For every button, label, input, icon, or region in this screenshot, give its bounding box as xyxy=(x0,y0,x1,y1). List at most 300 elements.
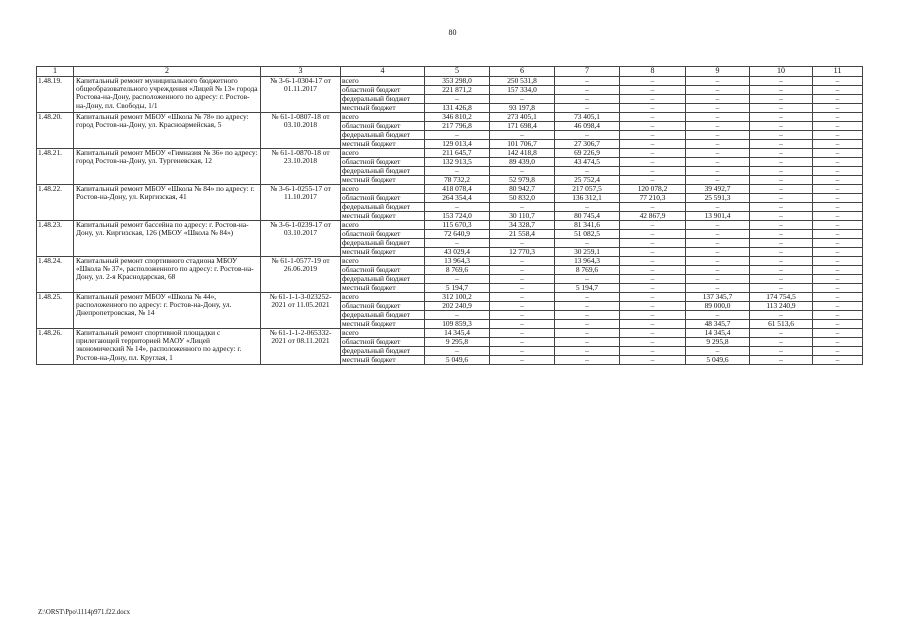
budget-value: – xyxy=(555,77,620,86)
budget-value: – xyxy=(490,293,555,302)
column-header: 2 xyxy=(74,67,261,77)
item-number: 1.48.23. xyxy=(37,221,74,257)
budget-value: – xyxy=(686,104,750,113)
budget-value: – xyxy=(620,86,686,95)
budget-value: – xyxy=(490,338,555,347)
budget-value: 136 312,1 xyxy=(555,194,620,203)
item-number: 1.48.26. xyxy=(37,329,74,365)
budget-value: – xyxy=(686,95,750,104)
table-row xyxy=(37,221,863,230)
budget-value: 13 964,3 xyxy=(425,257,490,266)
budget-value: – xyxy=(620,104,686,113)
budget-value: – xyxy=(750,95,813,104)
budget-value: – xyxy=(686,140,750,149)
budget-value: 52 979,8 xyxy=(490,176,555,185)
budget-value: – xyxy=(620,302,686,311)
budget-value: – xyxy=(490,95,555,104)
budget-value: – xyxy=(620,176,686,185)
budget-category: местный бюджет xyxy=(341,284,425,293)
budget-value: – xyxy=(620,221,686,230)
budget-value: 25 591,3 xyxy=(686,194,750,203)
budget-category: федеральный бюджет xyxy=(341,131,425,140)
budget-value: – xyxy=(750,338,813,347)
budget-value: 42 867,9 xyxy=(620,212,686,221)
budget-value: – xyxy=(425,131,490,140)
budget-value: 50 832,0 xyxy=(490,194,555,203)
budget-value: – xyxy=(750,131,813,140)
budget-value: – xyxy=(555,320,620,329)
budget-value: – xyxy=(813,356,863,365)
budget-value: – xyxy=(555,275,620,284)
budget-value: 73 405,1 xyxy=(555,113,620,122)
budget-value: – xyxy=(813,203,863,212)
budget-value: 80 745,4 xyxy=(555,212,620,221)
budget-value: – xyxy=(620,77,686,86)
budget-value: – xyxy=(555,302,620,311)
budget-value: 137 345,7 xyxy=(686,293,750,302)
budget-value: – xyxy=(555,167,620,176)
budget-value: – xyxy=(555,239,620,248)
item-document: № 3-6-1-0239-17 от 03.10.2017 xyxy=(261,221,341,257)
budget-value: – xyxy=(555,104,620,113)
budget-value: 113 240,9 xyxy=(750,302,813,311)
budget-value: – xyxy=(686,311,750,320)
budget-category: местный бюджет xyxy=(341,356,425,365)
budget-value: 93 197,8 xyxy=(490,104,555,113)
budget-value: 109 859,3 xyxy=(425,320,490,329)
column-header: 3 xyxy=(261,67,341,77)
budget-value: – xyxy=(686,248,750,257)
budget-value: – xyxy=(490,257,555,266)
budget-value: – xyxy=(813,320,863,329)
budget-category: всего xyxy=(341,77,425,86)
item-description: Капитальный ремонт муниципального бюджетного общеобразовательного учреждения «Лицей № 13» города Ростова-на-Дону, расположенного по адресу: г. Ростов-на-Дону, пл. Свободы, 1/1 xyxy=(74,77,261,113)
budget-category: федеральный бюджет xyxy=(341,347,425,356)
budget-value: – xyxy=(813,230,863,239)
item-description: Капитальный ремонт МБОУ «Школа № 44», расположенного по адресу: г. Ростов-на-Дону, ул. Днепропетровская, № 14 xyxy=(74,293,261,329)
budget-value: – xyxy=(620,95,686,104)
budget-value: 27 306,7 xyxy=(555,140,620,149)
budget-value: 14 345,4 xyxy=(686,329,750,338)
item-document: № 61-1-0807-18 от 03.10.2018 xyxy=(261,113,341,149)
budget-value: – xyxy=(425,311,490,320)
budget-value: – xyxy=(686,158,750,167)
budget-value: – xyxy=(620,356,686,365)
budget-category: всего xyxy=(341,221,425,230)
budget-category: федеральный бюджет xyxy=(341,275,425,284)
budget-value: – xyxy=(686,77,750,86)
budget-value: 5 194,7 xyxy=(555,284,620,293)
budget-value: 72 640,9 xyxy=(425,230,490,239)
budget-value: 217 057,5 xyxy=(555,185,620,194)
budget-value: – xyxy=(686,221,750,230)
budget-value: 157 334,0 xyxy=(490,86,555,95)
budget-value: 8 769,6 xyxy=(555,266,620,275)
table-row xyxy=(37,113,863,122)
budget-value: – xyxy=(490,275,555,284)
budget-value: 346 810,2 xyxy=(425,113,490,122)
item-description: Капитальный ремонт спортивной площадки с прилегающей территорией МАОУ «Лицей экономический № 14», расположенного по адресу: г. Ростов-на-Дону, пл. Круглая, 1 xyxy=(74,329,261,365)
item-number: 1.48.22. xyxy=(37,185,74,221)
budget-value: – xyxy=(813,194,863,203)
budget-value: – xyxy=(620,284,686,293)
budget-value: – xyxy=(686,203,750,212)
budget-value: – xyxy=(490,266,555,275)
budget-category: областной бюджет xyxy=(341,194,425,203)
budget-value: – xyxy=(813,122,863,131)
budget-value: – xyxy=(813,329,863,338)
column-header: 8 xyxy=(620,67,686,77)
budget-value: 48 345,7 xyxy=(686,320,750,329)
budget-value: 13 964,3 xyxy=(555,257,620,266)
budget-value: – xyxy=(425,203,490,212)
budget-value: 13 901,4 xyxy=(686,212,750,221)
item-description: Капитальный ремонт спортивного стадиона МБОУ «Школа № 37», расположенного по адресу: г. Ростов-на-Дону, ул. 2-я Краснодарская, 68 xyxy=(74,257,261,293)
budget-value: – xyxy=(750,158,813,167)
column-header: 6 xyxy=(490,67,555,77)
budget-category: всего xyxy=(341,113,425,122)
budget-value: – xyxy=(813,212,863,221)
budget-value: – xyxy=(490,302,555,311)
budget-value: – xyxy=(750,113,813,122)
budget-value: 30 110,7 xyxy=(490,212,555,221)
budget-value: – xyxy=(686,266,750,275)
budget-value: 14 345,4 xyxy=(425,329,490,338)
budget-value: – xyxy=(686,257,750,266)
budget-value: – xyxy=(813,140,863,149)
budget-category: областной бюджет xyxy=(341,230,425,239)
budget-value: – xyxy=(813,338,863,347)
budget-value: 9 295,8 xyxy=(686,338,750,347)
budget-value: – xyxy=(620,257,686,266)
budget-value: – xyxy=(490,320,555,329)
budget-value: – xyxy=(813,221,863,230)
budget-value: – xyxy=(620,113,686,122)
budget-value: 131 426,8 xyxy=(425,104,490,113)
column-header: 11 xyxy=(813,67,863,77)
budget-value: – xyxy=(686,284,750,293)
budget-category: всего xyxy=(341,257,425,266)
budget-category: местный бюджет xyxy=(341,248,425,257)
budget-value: 250 531,8 xyxy=(490,77,555,86)
budget-value: 5 049,6 xyxy=(686,356,750,365)
budget-value: – xyxy=(750,140,813,149)
item-number: 1.48.21. xyxy=(37,149,74,185)
budget-value: – xyxy=(620,320,686,329)
budget-value: – xyxy=(750,266,813,275)
budget-value: – xyxy=(813,176,863,185)
column-header: 1 xyxy=(37,67,74,77)
budget-value: 418 078,4 xyxy=(425,185,490,194)
budget-value: 273 405,1 xyxy=(490,113,555,122)
budget-value: 5 049,6 xyxy=(425,356,490,365)
budget-value: – xyxy=(620,230,686,239)
budget-value: – xyxy=(750,221,813,230)
budget-value: – xyxy=(490,311,555,320)
budget-value: – xyxy=(813,104,863,113)
budget-value: – xyxy=(813,275,863,284)
budget-value: 120 078,2 xyxy=(620,185,686,194)
budget-value: – xyxy=(686,131,750,140)
item-description: Капитальный ремонт МБОУ «Школа № 78» по адресу: город Ростов-на-Дону, ул. Красноармейская, 5 xyxy=(74,113,261,149)
budget-value: – xyxy=(555,329,620,338)
budget-value: – xyxy=(750,86,813,95)
budget-value: – xyxy=(750,329,813,338)
item-description: Капитальный ремонт бассейна по адресу: г. Ростов-на-Дону, ул. Киргизская, 126 (МБОУ «Школа № 84») xyxy=(74,221,261,257)
budget-value: – xyxy=(620,239,686,248)
budget-value: – xyxy=(750,185,813,194)
budget-value: – xyxy=(490,347,555,356)
budget-value: 8 769,6 xyxy=(425,266,490,275)
item-description: Капитальный ремонт МБОУ «Гимназия № 36» по адресу: город Ростов-на-Дону, ул. Тургеневская, 12 xyxy=(74,149,261,185)
item-document: № 61-1-0577-19 от 26.06.2019 xyxy=(261,257,341,293)
budget-value: – xyxy=(686,122,750,131)
budget-value: – xyxy=(555,86,620,95)
budget-value: – xyxy=(620,149,686,158)
item-document: № 61-1-1-2-065332-2021 от 08.11.2021 xyxy=(261,329,341,365)
table-row xyxy=(37,329,863,338)
budget-value: – xyxy=(425,95,490,104)
budget-category: местный бюджет xyxy=(341,140,425,149)
budget-value: – xyxy=(490,167,555,176)
item-document: № 61-1-1-3-023252-2021 от 11.05.2021 xyxy=(261,293,341,329)
table-row xyxy=(37,185,863,194)
budget-value: 25 752,4 xyxy=(555,176,620,185)
budget-value: – xyxy=(555,293,620,302)
budget-value: – xyxy=(686,176,750,185)
table-row xyxy=(37,149,863,158)
footer-path: Z:\ORST\Ppo\1114p971.f22.docx xyxy=(38,609,131,616)
budget-value: – xyxy=(620,293,686,302)
page-number: 80 xyxy=(448,28,457,37)
item-number: 1.48.24. xyxy=(37,257,74,293)
budget-value: 171 698,4 xyxy=(490,122,555,131)
budget-value: – xyxy=(620,311,686,320)
budget-value: – xyxy=(620,122,686,131)
budget-table xyxy=(36,66,863,365)
item-number: 1.48.25. xyxy=(37,293,74,329)
budget-value: – xyxy=(686,275,750,284)
budget-value: – xyxy=(813,248,863,257)
budget-value: – xyxy=(750,77,813,86)
budget-value: 9 295,8 xyxy=(425,338,490,347)
budget-category: федеральный бюджет xyxy=(341,239,425,248)
budget-value: – xyxy=(490,356,555,365)
budget-value: – xyxy=(750,149,813,158)
budget-value: – xyxy=(813,95,863,104)
table-row xyxy=(37,77,863,86)
budget-value: – xyxy=(750,104,813,113)
budget-category: всего xyxy=(341,329,425,338)
budget-category: местный бюджет xyxy=(341,212,425,221)
budget-value: 81 341,6 xyxy=(555,221,620,230)
budget-value: – xyxy=(813,302,863,311)
budget-value: – xyxy=(555,203,620,212)
budget-value: – xyxy=(620,203,686,212)
budget-value: 132 913,5 xyxy=(425,158,490,167)
budget-value: 69 226,9 xyxy=(555,149,620,158)
budget-value: 264 354,4 xyxy=(425,194,490,203)
budget-value: – xyxy=(813,311,863,320)
budget-value: – xyxy=(490,329,555,338)
budget-category: федеральный бюджет xyxy=(341,203,425,212)
budget-value: – xyxy=(750,122,813,131)
budget-value: – xyxy=(750,212,813,221)
item-document: № 3-6-1-0255-17 от 11.10.2017 xyxy=(261,185,341,221)
budget-value: – xyxy=(490,131,555,140)
budget-value: 77 210,3 xyxy=(620,194,686,203)
budget-value: – xyxy=(555,338,620,347)
budget-value: 78 732,2 xyxy=(425,176,490,185)
budget-value: – xyxy=(425,347,490,356)
budget-value: – xyxy=(750,176,813,185)
budget-value: – xyxy=(813,86,863,95)
budget-value: 312 100,2 xyxy=(425,293,490,302)
budget-value: – xyxy=(750,167,813,176)
budget-value: – xyxy=(813,113,863,122)
budget-value: 89 439,0 xyxy=(490,158,555,167)
budget-value: 51 082,5 xyxy=(555,230,620,239)
budget-value: – xyxy=(425,239,490,248)
budget-value: – xyxy=(813,185,863,194)
budget-value: – xyxy=(555,95,620,104)
table-row xyxy=(37,293,863,302)
budget-value: 115 670,3 xyxy=(425,221,490,230)
budget-category: областной бюджет xyxy=(341,158,425,167)
budget-value: 89 000,0 xyxy=(686,302,750,311)
budget-value: 5 194,7 xyxy=(425,284,490,293)
budget-value: 101 706,7 xyxy=(490,140,555,149)
budget-category: областной бюджет xyxy=(341,302,425,311)
column-header: 10 xyxy=(750,67,813,77)
budget-value: – xyxy=(620,347,686,356)
budget-value: – xyxy=(686,113,750,122)
budget-value: – xyxy=(750,347,813,356)
budget-value: – xyxy=(750,257,813,266)
budget-value: 80 942,7 xyxy=(490,185,555,194)
budget-value: – xyxy=(813,266,863,275)
budget-value: – xyxy=(813,239,863,248)
budget-value: – xyxy=(750,284,813,293)
budget-category: федеральный бюджет xyxy=(341,311,425,320)
budget-value: 34 328,7 xyxy=(490,221,555,230)
budget-value: – xyxy=(813,257,863,266)
budget-value: – xyxy=(813,131,863,140)
budget-value: – xyxy=(750,356,813,365)
budget-value: – xyxy=(425,275,490,284)
budget-value: – xyxy=(813,347,863,356)
budget-value: 46 098,4 xyxy=(555,122,620,131)
budget-value: – xyxy=(620,248,686,257)
budget-value: – xyxy=(555,131,620,140)
budget-value: – xyxy=(813,158,863,167)
column-header: 9 xyxy=(686,67,750,77)
budget-value: – xyxy=(620,167,686,176)
budget-value: – xyxy=(686,86,750,95)
budget-value: – xyxy=(620,266,686,275)
budget-category: всего xyxy=(341,185,425,194)
budget-value: – xyxy=(686,239,750,248)
header-row xyxy=(37,67,863,77)
item-number: 1.48.19. xyxy=(37,77,74,113)
budget-value: 353 298,0 xyxy=(425,77,490,86)
budget-value: – xyxy=(555,311,620,320)
budget-value: – xyxy=(750,203,813,212)
budget-value: – xyxy=(813,167,863,176)
budget-value: 21 558,4 xyxy=(490,230,555,239)
budget-value: 174 754,5 xyxy=(750,293,813,302)
budget-category: федеральный бюджет xyxy=(341,95,425,104)
budget-value: – xyxy=(813,77,863,86)
budget-value: 153 724,0 xyxy=(425,212,490,221)
column-header: 7 xyxy=(555,67,620,77)
item-number: 1.48.20. xyxy=(37,113,74,149)
budget-value: – xyxy=(813,293,863,302)
budget-value: – xyxy=(813,284,863,293)
budget-value: – xyxy=(620,158,686,167)
budget-value: – xyxy=(750,230,813,239)
budget-category: местный бюджет xyxy=(341,104,425,113)
budget-value: 43 474,5 xyxy=(555,158,620,167)
budget-category: местный бюджет xyxy=(341,320,425,329)
budget-value: – xyxy=(686,230,750,239)
budget-value: 217 796,8 xyxy=(425,122,490,131)
budget-value: – xyxy=(490,203,555,212)
budget-value: – xyxy=(490,284,555,293)
budget-value: 30 259,1 xyxy=(555,248,620,257)
item-description: Капитальный ремонт МБОУ «Школа № 84» по адресу: г. Ростов-на-Дону, ул. Киргизская, 41 xyxy=(74,185,261,221)
budget-value: 43 029,4 xyxy=(425,248,490,257)
budget-value: – xyxy=(490,239,555,248)
budget-category: областной бюджет xyxy=(341,338,425,347)
column-header: 5 xyxy=(425,67,490,77)
budget-value: – xyxy=(750,248,813,257)
budget-value: – xyxy=(555,356,620,365)
budget-value: – xyxy=(750,311,813,320)
budget-category: всего xyxy=(341,293,425,302)
budget-value: – xyxy=(620,275,686,284)
budget-category: областной бюджет xyxy=(341,266,425,275)
budget-category: всего xyxy=(341,149,425,158)
budget-value: 211 645,7 xyxy=(425,149,490,158)
budget-value: 39 492,7 xyxy=(686,185,750,194)
budget-value: – xyxy=(425,167,490,176)
budget-category: местный бюджет xyxy=(341,176,425,185)
budget-value: – xyxy=(750,275,813,284)
budget-value: 202 240,9 xyxy=(425,302,490,311)
budget-category: областной бюджет xyxy=(341,122,425,131)
budget-value: – xyxy=(620,140,686,149)
budget-value: – xyxy=(750,239,813,248)
item-document: № 61-1-0870-18 от 23.10.2018 xyxy=(261,149,341,185)
item-document: № 3-6-1-0304-17 от 01.11.2017 xyxy=(261,77,341,113)
column-header: 4 xyxy=(341,67,425,77)
budget-value: – xyxy=(686,347,750,356)
budget-value: 61 513,6 xyxy=(750,320,813,329)
budget-value: 12 770,3 xyxy=(490,248,555,257)
budget-value: – xyxy=(620,329,686,338)
budget-category: федеральный бюджет xyxy=(341,167,425,176)
budget-value: – xyxy=(620,338,686,347)
budget-value: – xyxy=(620,131,686,140)
budget-value: 142 418,8 xyxy=(490,149,555,158)
budget-value: 129 013,4 xyxy=(425,140,490,149)
budget-value: – xyxy=(555,347,620,356)
budget-value: 221 871,2 xyxy=(425,86,490,95)
budget-value: – xyxy=(686,149,750,158)
budget-value: – xyxy=(686,167,750,176)
budget-value: – xyxy=(813,149,863,158)
